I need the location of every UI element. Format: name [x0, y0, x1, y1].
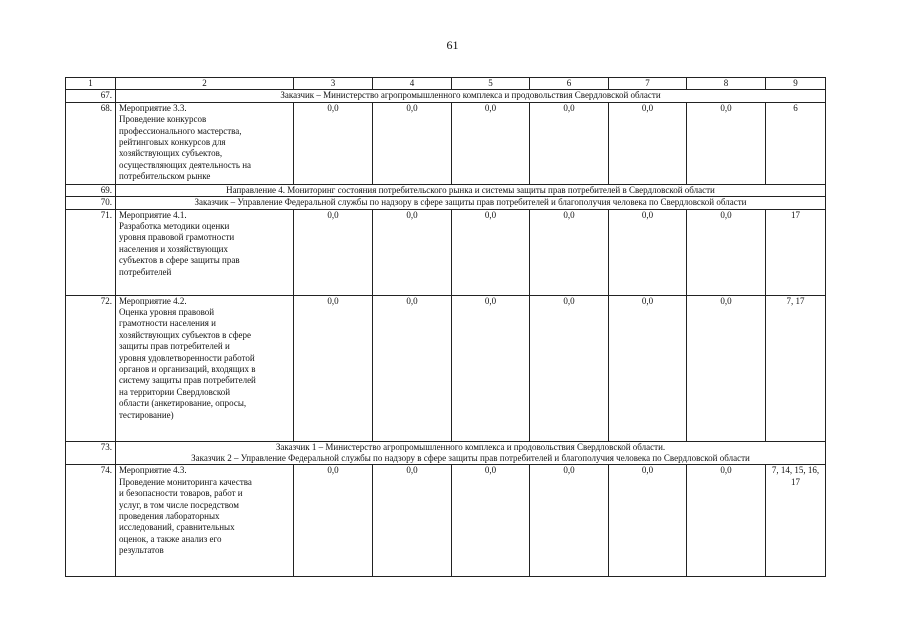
- measure-description-line: систему защиты прав потребителей: [119, 375, 256, 386]
- measure-description-line: рейтинговых конкурсов для: [119, 137, 226, 148]
- section-heading-line: Заказчик 1 – Министерство агропромышленного комплекса и продовольствия Свердловской области.: [275, 441, 666, 452]
- row-number: 73.: [66, 441, 116, 465]
- measure-description-line: области (анкетирование, опросы,: [119, 398, 247, 409]
- table-row: [66, 295, 826, 441]
- measure-description-line: результатов: [119, 545, 164, 556]
- row-number: 70.: [66, 197, 116, 209]
- table-row: [66, 209, 826, 295]
- funding-value: 0,0: [373, 209, 452, 295]
- funding-value: 0,0: [530, 295, 609, 441]
- funding-value: 0,0: [373, 295, 452, 441]
- funding-value: 0,0: [452, 465, 530, 577]
- measure-description-line: субъектов в сфере защиты прав: [119, 255, 240, 266]
- column-header: 9: [766, 78, 826, 90]
- row-number: 69.: [66, 184, 116, 196]
- funding-value: 0,0: [373, 102, 452, 184]
- measure-description-line: исследований, сравнительных: [119, 522, 235, 533]
- measure-description-line: Проведение мониторинга качества: [119, 476, 252, 487]
- measure-description-line: Разработка методики оценки: [119, 221, 230, 232]
- section-row: [66, 90, 826, 102]
- column-header: 2: [116, 78, 294, 90]
- measure-description-line: проведения лабораторных: [119, 511, 220, 522]
- measure-description-line: потребителей: [119, 266, 172, 277]
- measure-description-line: оценок, а также анализ его: [119, 533, 222, 544]
- column-header: 7: [609, 78, 687, 90]
- measure-description-line: уровня правовой грамотности: [119, 232, 235, 243]
- measure-description: [116, 295, 294, 441]
- section-row: [66, 184, 826, 196]
- measure-description-line: услуг, в том числе посредством: [119, 499, 239, 510]
- section-heading-line: Заказчик – Управление Федеральной службы по надзору в сфере защиты прав потребителей и благополучия человека по Свердловской области: [194, 197, 747, 208]
- column-header: 4: [373, 78, 452, 90]
- measure-description-line: хозяйствующих субъектов в сфере: [119, 329, 252, 340]
- funding-value: 0,0: [530, 465, 609, 577]
- section-heading-line: Направление 4. Мониторинг состояния потребительского рынка и системы защиты прав потребителей в Свердловской области: [226, 184, 715, 195]
- funding-value: 0,0: [294, 102, 373, 184]
- measure-description-line: профессионального мастерства,: [119, 125, 242, 136]
- section-row: [66, 441, 826, 465]
- measure-title: Мероприятие 4.1.: [119, 209, 187, 220]
- section-heading-line: Заказчик 2 – Управление Федеральной службы по надзору в сфере защиты прав потребителей и благополучия человека по Свердловской области: [191, 453, 750, 464]
- column-header: 3: [294, 78, 373, 90]
- column-header: 5: [452, 78, 530, 90]
- funding-value: 0,0: [530, 102, 609, 184]
- column-header: 6: [530, 78, 609, 90]
- row-number: 71.: [66, 209, 116, 295]
- funding-value: 0,0: [530, 209, 609, 295]
- section-row: [66, 197, 826, 209]
- target-indicator-ref: 6: [766, 102, 826, 184]
- funding-value: 0,0: [294, 295, 373, 441]
- measure-description: [116, 102, 294, 184]
- column-header: 1: [66, 78, 116, 90]
- funding-value: 0,0: [609, 102, 687, 184]
- program-table: [65, 77, 826, 577]
- target-indicator-ref: 7, 14, 15, 16, 17: [766, 465, 826, 577]
- column-number-row: [66, 78, 826, 90]
- column-header: 8: [687, 78, 766, 90]
- measure-title: Мероприятие 4.2.: [119, 295, 187, 306]
- section-heading-line: Заказчик – Министерство агропромышленного комплекса и продовольствия Свердловской области: [280, 90, 661, 101]
- funding-value: 0,0: [452, 209, 530, 295]
- page-number: 61: [446, 38, 459, 52]
- funding-value: 0,0: [609, 209, 687, 295]
- funding-value: 0,0: [687, 465, 766, 577]
- measure-description-line: защиты прав потребителей и: [119, 341, 230, 352]
- funding-value: 0,0: [452, 102, 530, 184]
- table-row: [66, 102, 826, 184]
- funding-value: 0,0: [294, 465, 373, 577]
- measure-description-line: хозяйствующих субъектов,: [119, 148, 223, 159]
- measure-description-line: населения и хозяйствующих: [119, 243, 228, 254]
- table-row: [66, 465, 826, 577]
- measure-description-line: уровня удовлетворенности работой: [119, 352, 255, 363]
- row-number: 67.: [66, 90, 116, 102]
- funding-value: 0,0: [687, 295, 766, 441]
- funding-value: 0,0: [294, 209, 373, 295]
- measure-description: [116, 465, 294, 577]
- funding-value: 0,0: [609, 465, 687, 577]
- section-heading: [116, 90, 826, 102]
- row-number: 72.: [66, 295, 116, 441]
- section-heading: [116, 197, 826, 209]
- row-number: 68.: [66, 102, 116, 184]
- measure-description-line: потребительском рынке: [119, 171, 211, 182]
- section-heading: [116, 441, 826, 465]
- measure-description-line: Проведение конкурсов: [119, 114, 207, 125]
- funding-value: 0,0: [687, 102, 766, 184]
- section-heading: [116, 184, 826, 196]
- measure-description-line: тестирование): [119, 409, 174, 420]
- measure-description-line: органов и организаций, входящих в: [119, 364, 256, 375]
- measure-description-line: грамотности населения и: [119, 318, 216, 329]
- funding-value: 0,0: [373, 465, 452, 577]
- measure-description: [116, 209, 294, 295]
- target-indicator-ref: 7, 17: [766, 295, 826, 441]
- funding-value: 0,0: [452, 295, 530, 441]
- row-number: 74.: [66, 465, 116, 577]
- measure-description-line: осуществляющих деятельность на: [119, 159, 252, 170]
- funding-value: 0,0: [609, 295, 687, 441]
- measure-description-line: и безопасности товаров, работ и: [119, 488, 243, 499]
- target-indicator-ref: 17: [766, 209, 826, 295]
- measure-title: Мероприятие 4.3.: [119, 465, 187, 476]
- measure-description-line: на территории Свердловской: [119, 386, 231, 397]
- funding-value: 0,0: [687, 209, 766, 295]
- measure-title: Мероприятие 3.3.: [119, 102, 187, 113]
- measure-description-line: Оценка уровня правовой: [119, 307, 215, 318]
